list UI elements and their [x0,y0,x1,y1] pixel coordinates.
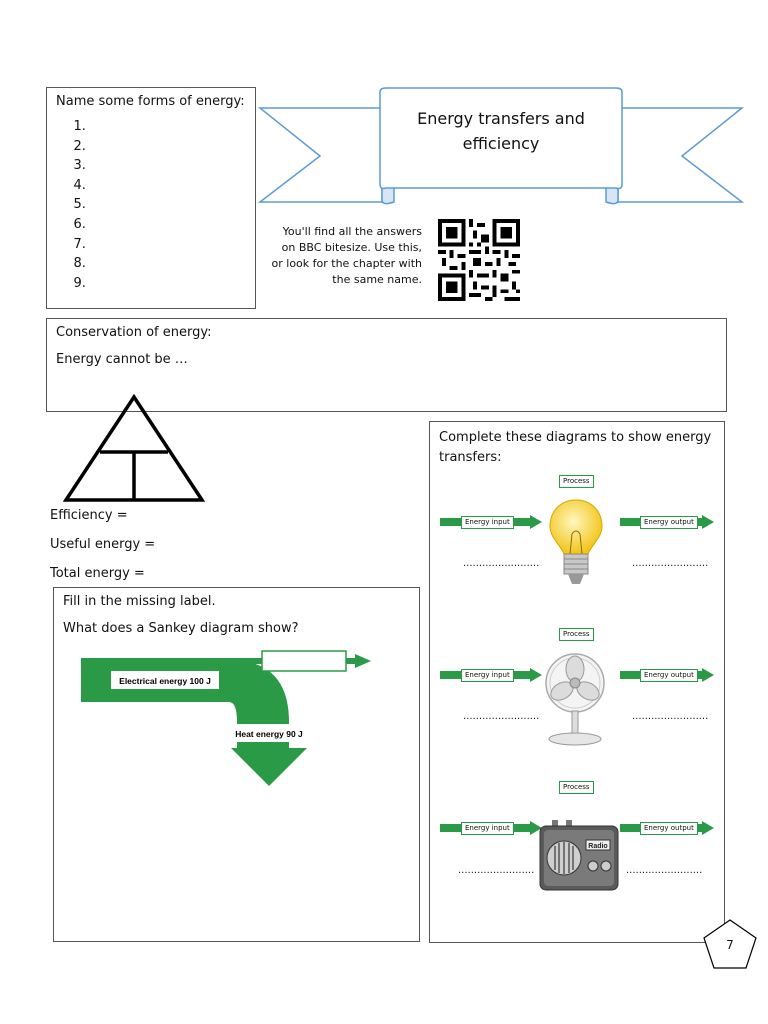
output-blank[interactable]: ........................ [632,711,709,722]
sankey-question: What does a Sankey diagram show? [63,621,299,636]
note-line: the same name. [332,273,422,286]
note-line: You'll find all the answers [282,225,422,238]
bbc-bitesize-note [262,224,422,288]
energy-output-label[interactable]: Energy output [640,516,698,529]
efficiency-line[interactable]: Efficiency = [50,508,128,523]
transfers-intro: Complete these diagrams to show energy transfers: [439,430,712,465]
list-item[interactable] [90,254,246,274]
output-blank[interactable]: ........................ [626,865,703,876]
input-label: Electrical energy 100 J [119,676,211,686]
list-item[interactable] [90,156,246,176]
list-item[interactable] [90,235,246,255]
list-item[interactable] [90,137,246,157]
page-title-line2: efficiency [462,134,540,153]
sankey-diagram [79,650,379,790]
page-number: 7 [726,938,734,952]
process-label[interactable]: Process [559,781,594,794]
waste-label: Heat energy 90 J [235,729,303,739]
ribbon-right-tail [618,108,742,202]
process-label[interactable]: Process [559,628,594,641]
list-item[interactable] [90,176,246,196]
electric-fan-icon [544,651,606,747]
output-blank[interactable]: ........................ [632,558,709,569]
missing-label-box[interactable] [262,651,346,671]
energy-output-label[interactable]: Energy output [640,669,698,682]
input-blank[interactable]: ........................ [463,558,540,569]
page-title [382,106,620,156]
qr-code-icon[interactable] [436,219,522,301]
list-item[interactable] [90,117,246,137]
note-line: or look for the chapter with [271,257,422,270]
note-line: on BBC bitesize. Use this, [281,241,422,254]
forms-of-energy-box [46,87,256,309]
light-bulb-icon [548,498,604,590]
sankey-instruction: Fill in the missing label. [63,594,216,609]
useful-energy-line[interactable]: Useful energy = [50,537,156,552]
sankey-waste-arrowhead [231,748,307,786]
sankey-useful-arrowhead [355,654,371,668]
page-title-line1: Energy transfers and [417,109,585,128]
list-item[interactable] [90,195,246,215]
energy-input-label[interactable]: Energy input [461,516,514,529]
ribbon-left-tail [260,108,382,202]
forms-title: Name some forms of energy: [56,94,245,109]
forms-list [56,117,246,293]
radio-icon [538,818,622,894]
conservation-prompt[interactable]: Energy cannot be … [56,352,188,367]
total-energy-line[interactable]: Total energy = [50,566,145,581]
formula-triangle [62,394,208,506]
energy-output-label[interactable]: Energy output [640,822,698,835]
input-blank[interactable]: ........................ [458,865,535,876]
process-label[interactable]: Process [559,475,594,488]
conservation-title: Conservation of energy: [56,325,212,340]
energy-input-label[interactable]: Energy input [461,822,514,835]
input-blank[interactable]: ........................ [463,711,540,722]
sankey-box [53,587,420,942]
energy-input-label[interactable]: Energy input [461,669,514,682]
radio-label: Radio [588,843,608,850]
list-item[interactable] [90,274,246,294]
list-item[interactable] [90,215,246,235]
